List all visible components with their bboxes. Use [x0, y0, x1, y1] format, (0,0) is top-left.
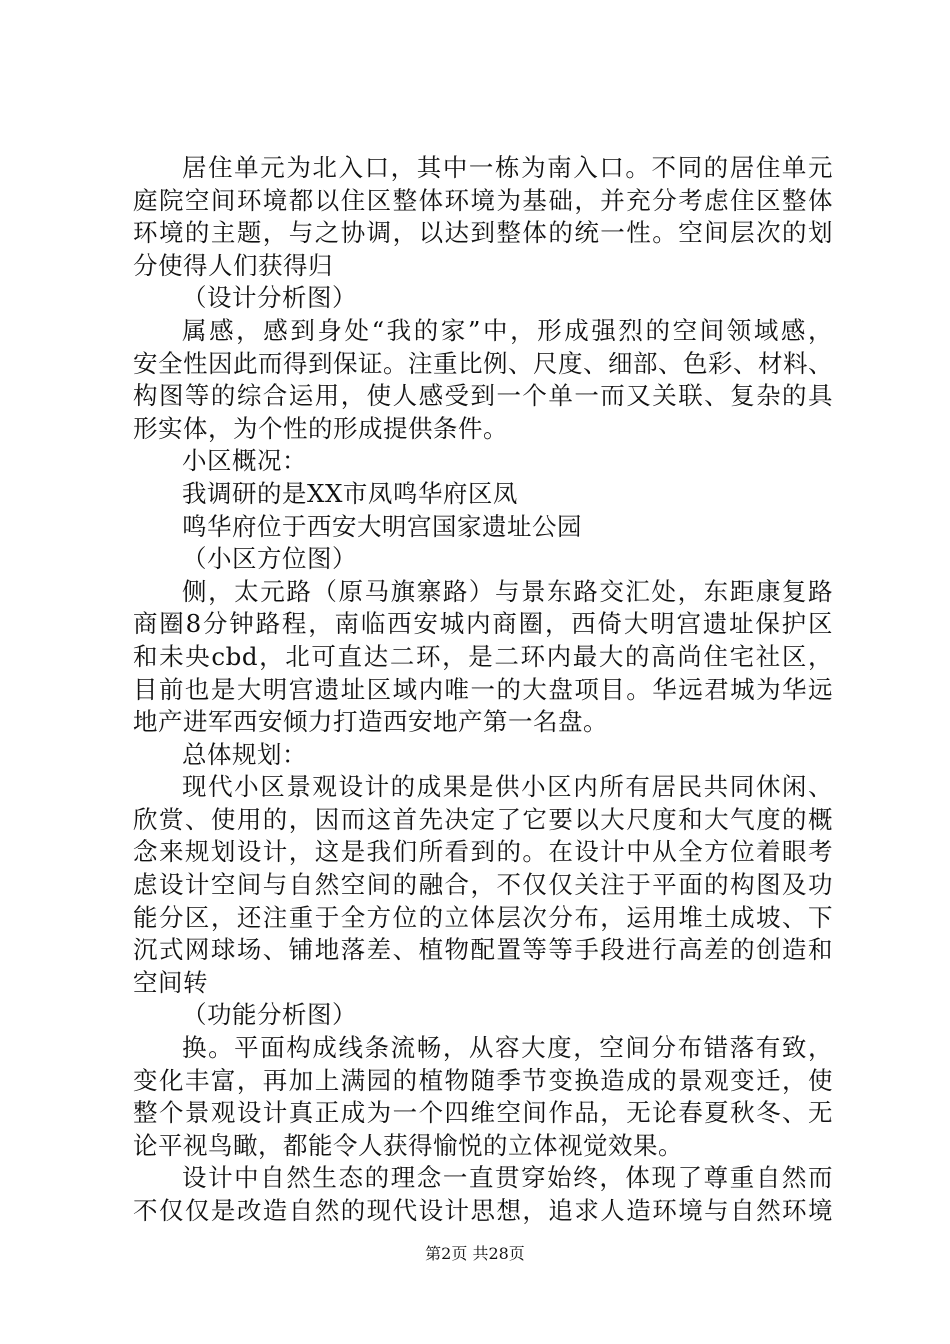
text-line: 分使得人们获得归 [133, 250, 333, 280]
page-footer: 第2页 共28页 [425, 1244, 525, 1263]
text-line: 和未央cbd，北可直达二环，是二环内最大的高尚住宅社区， [133, 641, 833, 671]
text-line: 论平视鸟瞰，都能令人获得愉悦的立体视觉效果。 [133, 1130, 683, 1160]
text-line: 形实体，为个性的形成提供条件。 [133, 413, 508, 443]
text-line: 安全性因此而得到保证。注重比例、尺度、细部、色彩、材料、 [133, 348, 833, 378]
text-line: 小区概况： [182, 446, 307, 476]
text-line: 环境的主题，与之协调，以达到整体的统一性。空间层次的划 [133, 218, 833, 248]
text-line: 鸣华府位于西安大明宫国家遗址公园 [182, 511, 582, 541]
text-line: 变化丰富，再加上满园的植物随季节变换造成的景观变迁，使 [133, 1065, 833, 1095]
text-line: 现代小区景观设计的成果是供小区内所有居民共同休闲、 [182, 772, 833, 802]
text-line: 换。平面构成线条流畅，从容大度，空间分布错落有致， [182, 1033, 833, 1063]
text-line: 侧，太元路（原马旗寨路）与景东路交汇处，东距康复路 [182, 576, 833, 606]
text-line: 我调研的是XX市凤鸣华府区凤 [182, 478, 518, 508]
text-line: 念来规划设计，这是我们所看到的。在设计中从全方位着眼考 [133, 837, 833, 867]
text-line: 庭院空间环境都以住区整体环境为基础，并充分考虑住区整体 [133, 185, 833, 215]
text-line: 虑设计空间与自然空间的融合，不仅仅关注于平面的构图及功 [133, 870, 833, 900]
text-line: 沉式网球场、铺地落差、植物配置等等手段进行高差的创造和 [133, 935, 833, 965]
text-line: 地产进军西安倾力打造西安地产第一名盘。 [133, 707, 608, 737]
text-line: 欣赏、使用的，因而这首先决定了它要以大尺度和大气度的概 [133, 804, 833, 834]
text-line: 商圈8分钟路程，南临西安城内商圈，西倚大明宫遗址保护区 [133, 609, 833, 639]
text-line: 不仅仅是改造自然的现代设计思想，追求人造环境与自然环境 [133, 1196, 833, 1225]
text-line: （设计分析图） [182, 283, 357, 313]
document-body [133, 152, 833, 1228]
text-line: 构图等的综合运用，使人感受到一个单一而又关联、复杂的具 [133, 381, 833, 411]
text-line: 设计中自然生态的理念一直贯穿始终，体现了尊重自然而 [182, 1163, 833, 1193]
text-line: 居住单元为北入口，其中一栋为南入口。不同的居住单元 [182, 153, 833, 182]
text-line: 能分区，还注重于全方位的立体层次分布，运用堆土成坡、下 [133, 902, 833, 932]
text-line: 属感，感到身处“我的家”中，形成强烈的空间领域感， [182, 315, 833, 345]
text-line: （小区方位图） [182, 544, 357, 574]
text-line: 整个景观设计真正成为一个四维空间作品，无论春夏秋冬、无 [133, 1098, 833, 1128]
text-line: （功能分析图） [182, 1000, 357, 1030]
text-line: 目前也是大明宫遗址区域内唯一的大盘项目。华远君城为华远 [133, 674, 833, 704]
text-line: 总体规划： [182, 739, 307, 769]
text-line: 空间转 [133, 967, 208, 997]
